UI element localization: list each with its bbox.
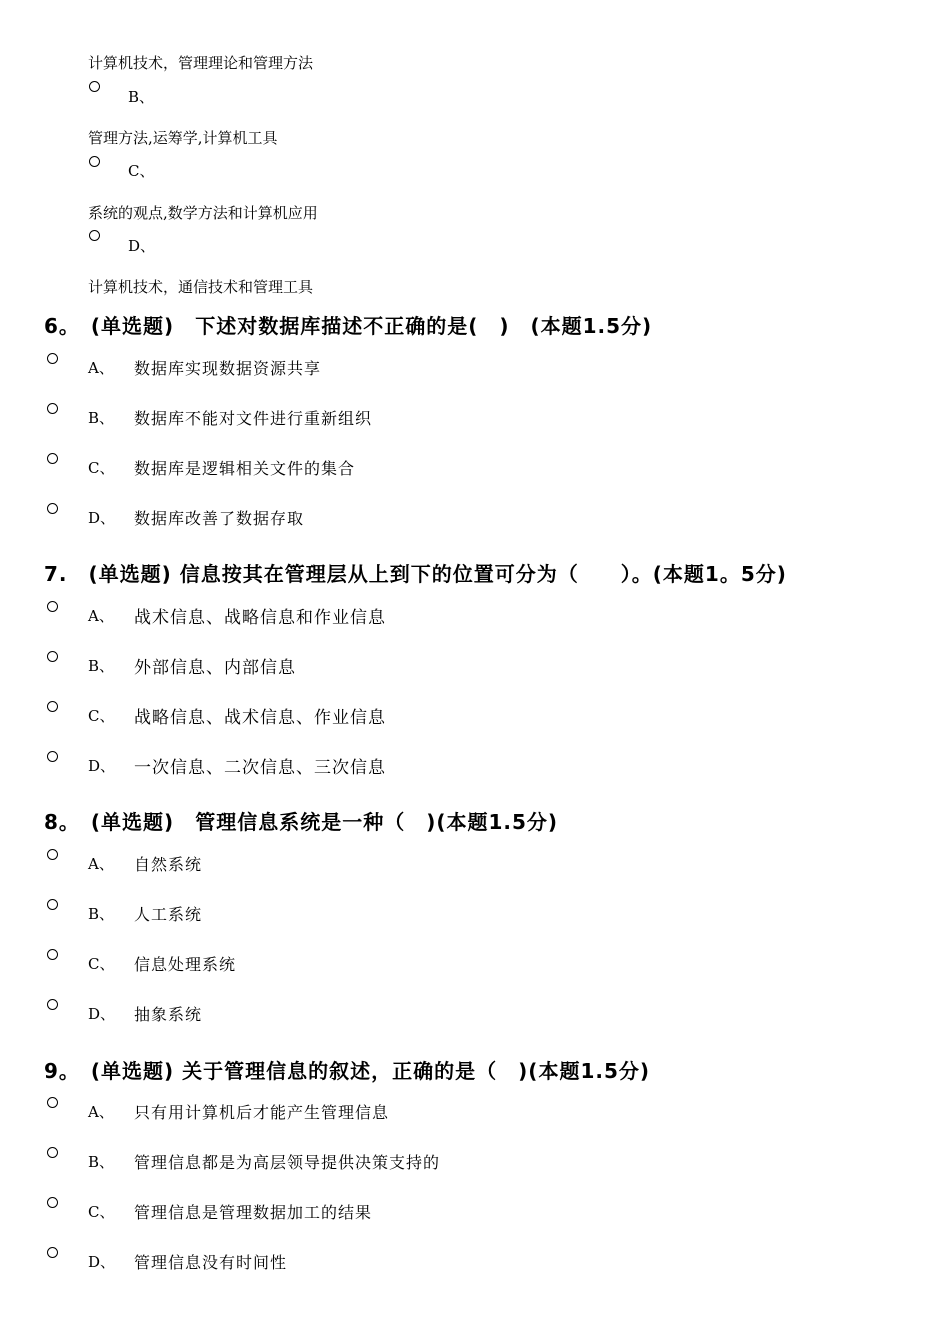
q7-option-a-text: 战术信息、战略信息和作业信息 xyxy=(134,608,386,628)
q7-option-a-radio[interactable] xyxy=(47,601,58,612)
q8-option-a-text: 自然系统 xyxy=(134,855,203,874)
q8-option-c-letter: C、 xyxy=(88,955,115,973)
q8-option-b-text: 人工系统 xyxy=(134,905,203,924)
q7-option-b-text: 外部信息、内部信息 xyxy=(134,658,296,678)
prev-option-c-letter: C、 xyxy=(128,162,155,180)
prev-option-b-letter: B、 xyxy=(128,88,155,106)
prev-option-d-radio[interactable] xyxy=(89,230,100,241)
q6-option-c-radio[interactable] xyxy=(47,453,58,464)
q7-option-d-text: 一次信息、二次信息、三次信息 xyxy=(134,758,386,778)
q9-option-b-letter: B、 xyxy=(88,1153,115,1171)
q7-option-b-letter: B、 xyxy=(88,657,115,675)
q7-option-d-letter: D、 xyxy=(88,757,116,775)
q6-option-a-text: 数据库实现数据资源共享 xyxy=(134,359,322,378)
q9-option-c-text: 管理信息是管理数据加工的结果 xyxy=(134,1203,373,1222)
q9-option-d-text: 管理信息没有时间性 xyxy=(134,1253,288,1272)
q7-option-c-letter: C、 xyxy=(88,707,115,725)
prev-option-b-text: 管理方法,运筹学,计算机工具 xyxy=(88,129,278,147)
prev-option-d-text: 计算机技术，通信技术和管理工具 xyxy=(88,278,314,296)
q6-option-d-text: 数据库改善了数据存取 xyxy=(134,509,305,528)
q8-option-d-radio[interactable] xyxy=(47,999,58,1010)
q9-option-a-radio[interactable] xyxy=(47,1097,58,1108)
q9-option-d-radio[interactable] xyxy=(47,1247,58,1258)
question-7-title: 7. (单选题) 信息按其在管理层从上到下的位置可分为（ ）。(本题1。5分) xyxy=(44,562,787,586)
q6-option-c-text: 数据库是逻辑相关文件的集合 xyxy=(134,459,356,478)
q6-option-d-letter: D、 xyxy=(88,509,116,527)
q6-option-b-letter: B、 xyxy=(88,409,115,427)
q7-option-c-text: 战略信息、战术信息、作业信息 xyxy=(134,708,386,728)
question-9-title: 9。 (单选题) 关于管理信息的叙述，正确的是（ )(本题1.5分) xyxy=(44,1059,651,1083)
prev-option-d-letter: D、 xyxy=(128,237,156,255)
q9-option-d-letter: D、 xyxy=(88,1253,116,1271)
q6-option-d-radio[interactable] xyxy=(47,503,58,514)
q9-option-b-text: 管理信息都是为高层领导提供决策支持的 xyxy=(134,1153,441,1172)
question-8-title: 8。 (单选题) 管理信息系统是一种（ )(本题1.5分) xyxy=(44,810,559,834)
prev-option-a-text: 计算机技术，管理理论和管理方法 xyxy=(88,54,314,72)
q6-option-b-text: 数据库不能对文件进行重新组织 xyxy=(134,409,373,428)
q8-option-b-letter: B、 xyxy=(88,905,115,923)
q8-option-a-letter: A、 xyxy=(88,855,114,873)
prev-option-b-radio[interactable] xyxy=(89,81,100,92)
q6-option-c-letter: C、 xyxy=(88,459,115,477)
q9-option-c-letter: C、 xyxy=(88,1203,115,1221)
q6-option-b-radio[interactable] xyxy=(47,403,58,414)
question-6-title: 6。 (单选题) 下述对数据库描述不正确的是( ) (本题1.5分) xyxy=(44,314,653,338)
q7-option-d-radio[interactable] xyxy=(47,751,58,762)
prev-option-c-radio[interactable] xyxy=(89,156,100,167)
q9-option-c-radio[interactable] xyxy=(47,1197,58,1208)
q8-option-d-text: 抽象系统 xyxy=(134,1005,203,1024)
q7-option-a-letter: A、 xyxy=(88,607,114,625)
q9-option-a-text: 只有用计算机后才能产生管理信息 xyxy=(134,1103,390,1122)
prev-option-c-text: 系统的观点,数学方法和计算机应用 xyxy=(88,204,318,222)
q8-option-c-text: 信息处理系统 xyxy=(134,955,237,974)
q6-option-a-letter: A、 xyxy=(88,359,114,377)
q8-option-d-letter: D、 xyxy=(88,1005,116,1023)
q6-option-a-radio[interactable] xyxy=(47,353,58,364)
q7-option-b-radio[interactable] xyxy=(47,651,58,662)
q8-option-a-radio[interactable] xyxy=(47,849,58,860)
q7-option-c-radio[interactable] xyxy=(47,701,58,712)
q9-option-a-letter: A、 xyxy=(88,1103,114,1121)
q9-option-b-radio[interactable] xyxy=(47,1147,58,1158)
q8-option-b-radio[interactable] xyxy=(47,899,58,910)
q8-option-c-radio[interactable] xyxy=(47,949,58,960)
